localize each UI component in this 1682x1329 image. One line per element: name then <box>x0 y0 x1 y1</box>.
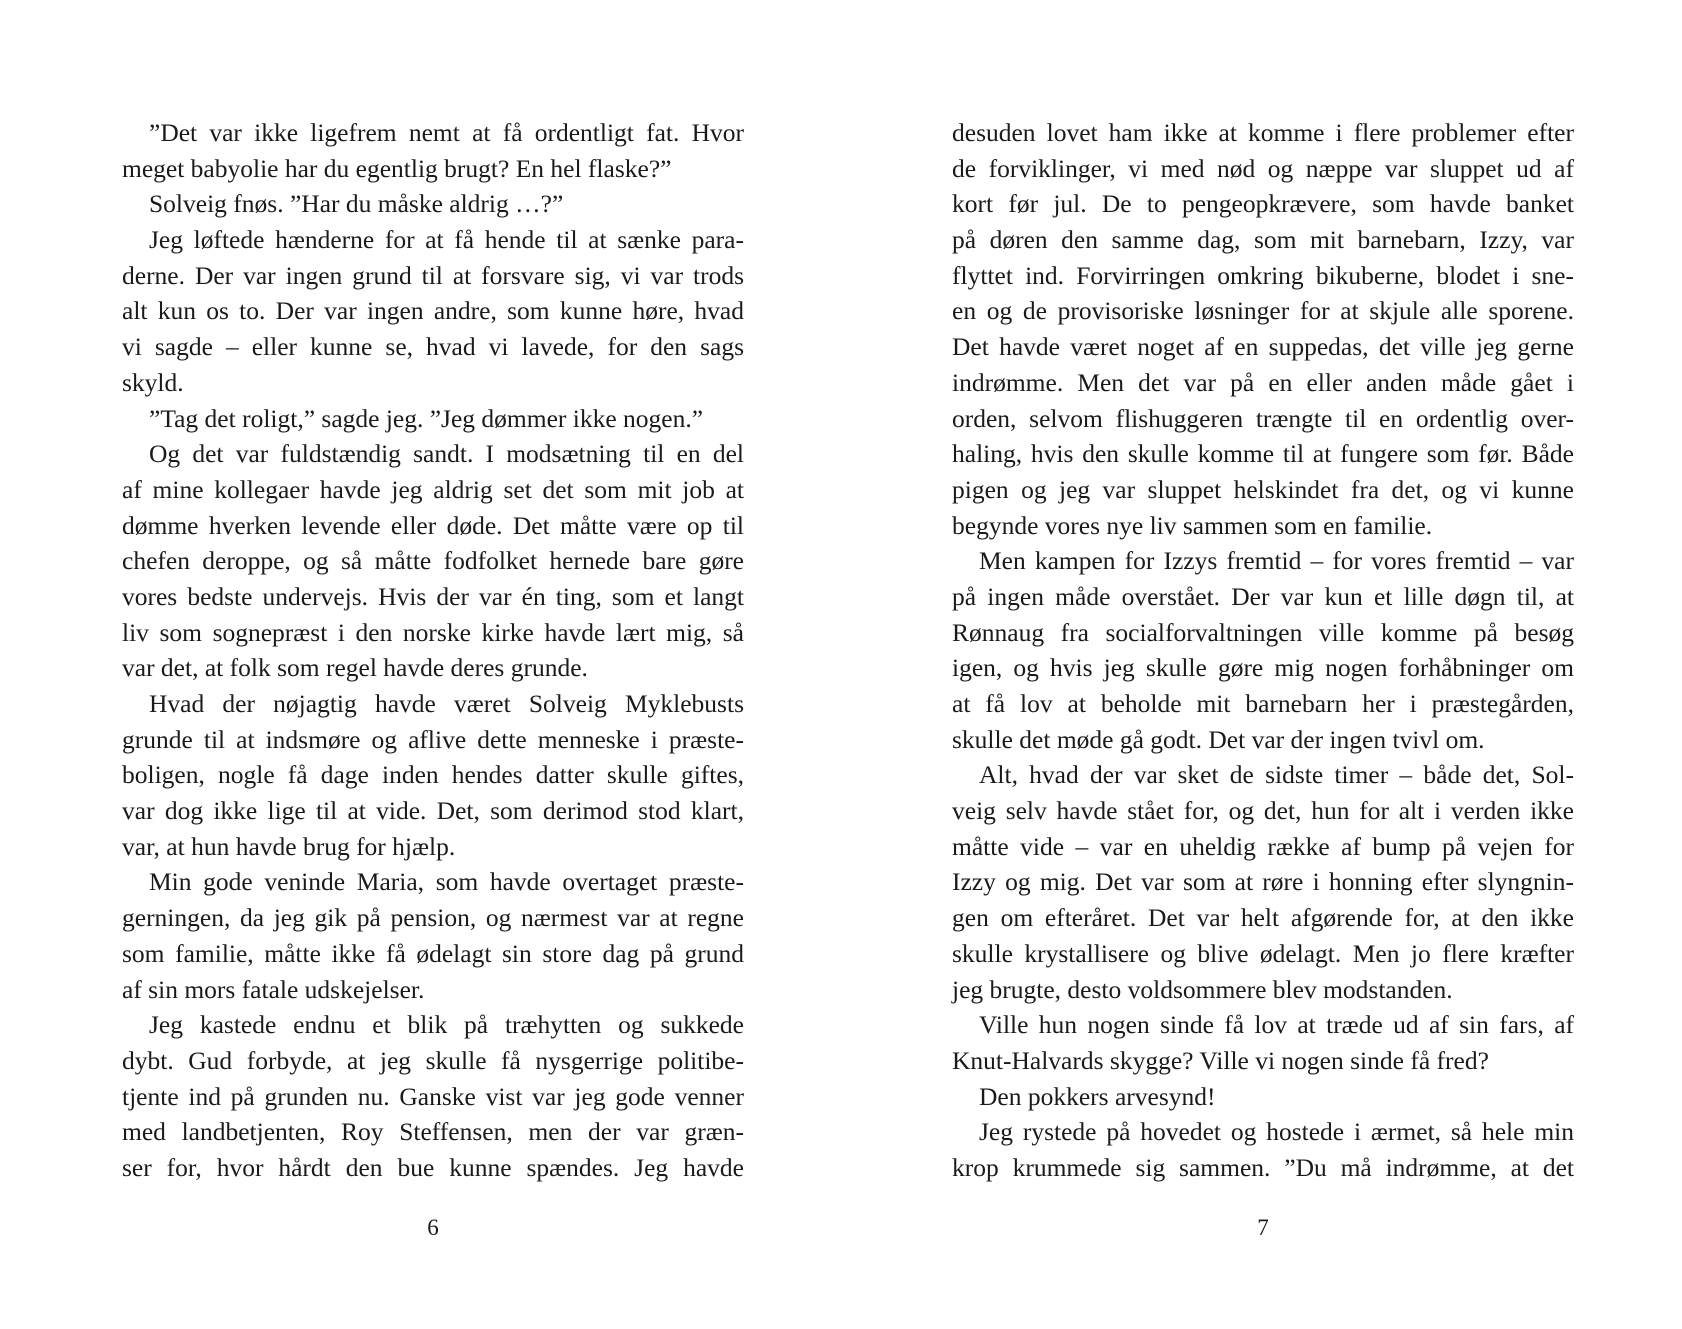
text-line: ”Det var ikke ligefrem nemt at få ordentligt fat. Hvor <box>149 118 744 147</box>
text-line: begynde vores nye liv sammen som en familie. <box>952 510 1433 540</box>
right-page-number: 7 <box>1257 1215 1269 1240</box>
text-line: de forviklinger, vi med nød og næppe var sluppet ud af <box>952 153 1574 183</box>
text-line: derne. Der var ingen grund til at forsvare sig, vi var trods <box>122 260 744 290</box>
text-line: vores bedste undervejs. Hvis der var én ting, som et langt <box>122 581 744 611</box>
text-line: skulle krystallisere og blive ødelagt. Men jo flere kræfter <box>952 938 1574 968</box>
text-line: af mine kollegaer havde jeg aldrig set det som mit job at <box>122 474 744 504</box>
text-line: på døren den samme dag, som mit barnebarn, Izzy, var <box>952 225 1574 255</box>
text-line: gen om efteråret. Det var helt afgørende for, at den ikke <box>952 903 1574 933</box>
text-line: boligen, nogle få dage inden hendes datter skulle giftes, <box>122 760 744 790</box>
text-line: jeg brugte, desto voldsommere blev modstanden. <box>952 974 1453 1004</box>
text-line: Den pokkers arvesynd! <box>979 1081 1216 1111</box>
text-line: pigen og jeg var sluppet helskindet fra det, og vi kunne <box>952 474 1574 504</box>
text-line: Jeg kastede endnu et blik på træhytten og sukkede <box>149 1010 744 1040</box>
text-line: alt kun os to. Der var ingen andre, som kunne høre, hvad <box>122 296 744 326</box>
text-line: som familie, måtte ikke få ødelagt sin store dag på grund <box>122 938 744 968</box>
text-line: kort før jul. De to pengeopkrævere, som havde banket <box>952 189 1574 219</box>
text-line: ser for, hvor hårdt den bue kunne spændes. Jeg havde <box>122 1152 744 1182</box>
text-line: Alt, hvad der var sket de sidste timer – både det, Sol- <box>979 760 1574 790</box>
text-line: flyttet ind. Forvirringen omkring bikuberne, blodet i sne- <box>952 260 1574 290</box>
text-line: veig selv havde stået for, og det, hun for alt i verden ikke <box>952 796 1574 826</box>
text-line: Men kampen for Izzys fremtid – for vores fremtid – var <box>979 546 1574 576</box>
text-line: dømme hverken levende eller døde. Det måtte være op til <box>122 510 744 540</box>
text-line: Og det var fuldstændig sandt. I modsætning til en del <box>149 439 744 469</box>
left-page-number: 6 <box>427 1215 439 1240</box>
text-line: Min gode veninde Maria, som havde overtaget præste- <box>149 867 744 897</box>
text-line: skyld. <box>122 367 184 397</box>
text-line: Jeg løftede hænderne for at få hende til at sænke para- <box>149 225 744 255</box>
text-line: var dog ikke lige til at vide. Det, som derimod stod klart, <box>122 796 744 826</box>
text-line: måtte vide – var en uheldig række af bump på vejen for <box>952 831 1574 861</box>
text-line: orden, selvom flishuggeren trængte til en ordentlig over- <box>952 403 1574 433</box>
text-line: Ville hun nogen sinde få lov at træde ud af sin fars, af <box>979 1010 1574 1040</box>
text-line: haling, hvis den skulle komme til at fungere som før. Både <box>952 439 1574 469</box>
text-line: igen, og hvis jeg skulle gøre mig nogen forhåbninger om <box>952 653 1574 683</box>
text-line: dybt. Gud forbyde, at jeg skulle få nysgerrige politibe- <box>122 1045 744 1075</box>
text-line: en og de provisoriske løsninger for at skjule alle sporene. <box>952 296 1574 326</box>
text-line: grunde til at indsmøre og aflive dette menneske i præste- <box>122 724 744 754</box>
text-line: vi sagde – eller kunne se, hvad vi lavede, for den sags <box>122 332 744 362</box>
text-line: Solveig fnøs. ”Har du måske aldrig …?” <box>149 189 564 219</box>
text-line: Rønnaug fra socialforvaltningen ville komme på besøg <box>952 617 1574 647</box>
text-line: med landbetjenten, Roy Steffensen, men der var græn- <box>122 1117 744 1147</box>
text-line: Jeg rystede på hovedet og hostede i ærmet, så hele min <box>979 1117 1574 1147</box>
text-line: tjente ind på grunden nu. Ganske vist var jeg gode venner <box>122 1081 744 1111</box>
text-line: krop krummede sig sammen. ”Du må indrømme, at det <box>952 1152 1574 1182</box>
text-line: var det, at folk som regel havde deres grunde. <box>122 653 588 683</box>
left-page-body <box>122 115 744 1186</box>
text-line: desuden lovet ham ikke at komme i flere problemer efter <box>952 118 1574 147</box>
text-line: skulle det møde gå godt. Det var der ingen tvivl om. <box>952 724 1485 754</box>
text-line: Izzy og mig. Det var som at røre i honning efter slyngnin- <box>952 867 1574 897</box>
text-line: af sin mors fatale udskejelser. <box>122 974 425 1004</box>
text-line: liv som sognepræst i den norske kirke havde lært mig, så <box>122 617 744 647</box>
text-line: på ingen måde overstået. Der var kun et lille døgn til, at <box>952 581 1574 611</box>
text-line: var, at hun havde brug for hjælp. <box>122 831 456 861</box>
right-page-body <box>952 115 1574 1186</box>
text-line: ”Tag det roligt,” sagde jeg. ”Jeg dømmer ikke nogen.” <box>149 403 704 433</box>
text-line: Det havde været noget af en suppedas, det ville jeg gerne <box>952 332 1574 362</box>
text-line: Knut-Halvards skygge? Ville vi nogen sinde få fred? <box>952 1045 1489 1075</box>
text-line: Hvad der nøjagtig havde været Solveig Myklebusts <box>149 689 744 718</box>
text-line: indrømme. Men det var på en eller anden måde gået i <box>952 367 1574 397</box>
text-line: chefen deroppe, og så måtte fodfolket hernede bare gøre <box>122 546 744 576</box>
text-line: gerningen, da jeg gik på pension, og nærmest var at regne <box>122 903 744 933</box>
text-line: meget babyolie har du egentlig brugt? En hel flaske?” <box>122 153 672 183</box>
text-line: at få lov at beholde mit barnebarn her i præstegården, <box>952 689 1574 718</box>
